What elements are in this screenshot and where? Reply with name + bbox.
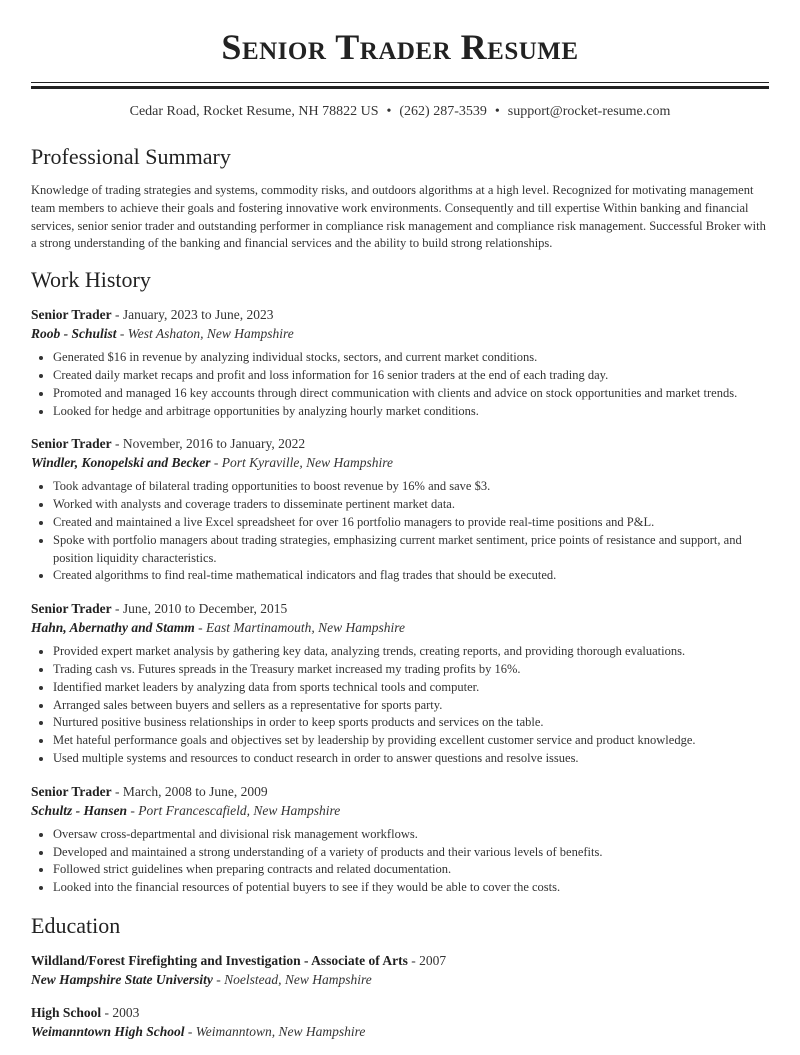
bullet-item: • Trading cash vs. Futures spreads in the Treasury market increased my trading profits by 16%. xyxy=(53,661,771,679)
job-bullets xyxy=(31,826,771,897)
school-name: New Hampshire State University xyxy=(31,971,213,987)
school-name: Weimanntown High School xyxy=(31,1023,185,1039)
job-list xyxy=(31,305,771,897)
company-name: Windler, Konopelski and Becker xyxy=(31,455,211,471)
contact-separator: • xyxy=(494,104,500,119)
education-header xyxy=(31,1003,771,1022)
bullet-item: • Nurtured positive business relationships in order to keep sports products and services on the table. xyxy=(53,714,771,732)
contact-separator: • xyxy=(386,104,392,119)
contact-email: support@rocket-resume.com xyxy=(507,104,671,119)
resume-content xyxy=(31,142,771,1055)
bullet-item: • Identified market leaders by analyzing data from sports technical tools and computer. xyxy=(53,679,771,697)
bullet-item: • Looked into the financial resources of potential buyers to see if they would be able to cover the costs. xyxy=(53,879,771,897)
bullet-item: • Provided expert market analysis by gathering key data, analyzing trends, creating reports, and providing thorough evaluations. xyxy=(53,643,771,661)
contact-line xyxy=(0,104,800,120)
school-location: - Noelstead, New Hampshire xyxy=(212,971,372,987)
bullet-item: • Generated $16 in revenue by analyzing individual stocks, sectors, and current market conditions. xyxy=(53,349,771,367)
job-entry xyxy=(31,305,771,420)
job-title: Senior Trader xyxy=(31,307,112,323)
job-entry xyxy=(31,782,771,897)
bullet-item: • Oversaw cross-departmental and divisional risk management workflows. xyxy=(53,826,771,844)
job-employer xyxy=(31,453,771,472)
bullet-item: • Developed and maintained a strong understanding of a variety of products and their various levels of benefits. xyxy=(53,844,771,862)
education-list xyxy=(31,951,771,1041)
company-location: - East Martinamouth, New Hampshire xyxy=(194,620,406,636)
contact-address: Cedar Road, Rocket Resume, NH 78822 US xyxy=(129,104,379,119)
bullet-item: • Looked for hedge and arbitrage opportunities by analyzing hourly market conditions. xyxy=(53,403,771,421)
job-entry xyxy=(31,434,771,585)
bullet-item: • Arranged sales between buyers and sellers as a representative for sports party. xyxy=(53,697,771,715)
company-location: - Port Francescafield, New Hampshire xyxy=(127,802,341,818)
professional-summary-section xyxy=(31,142,771,253)
job-title: Senior Trader xyxy=(31,783,112,799)
company-location: - West Ashaton, New Hampshire xyxy=(116,326,294,342)
job-dates: - June, 2010 to December, 2015 xyxy=(111,601,288,617)
bullet-item: • Used multiple systems and resources to conduct research in order to answer questions and resolve issues. xyxy=(53,750,771,768)
bullet-item: • Met hateful performance goals and objectives set by leadership by providing excellent customer service and product knowledge. xyxy=(53,732,771,750)
education-entry xyxy=(31,951,771,989)
company-name: Roob - Schulist xyxy=(31,326,117,342)
bullet-item: • Took advantage of bilateral trading opportunities to boost revenue by 16% and save $3. xyxy=(53,478,771,496)
bullet-item: • Created and maintained a live Excel spreadsheet for over 16 portfolio managers to provide real-time positions and P&L. xyxy=(53,514,771,532)
bullet-item: • Created daily market recaps and profit and loss information for 16 senior traders at the end of each trading day. xyxy=(53,367,771,385)
company-name: Schultz - Hansen xyxy=(31,802,128,818)
job-header xyxy=(31,434,771,453)
graduation-year: - 2007 xyxy=(407,952,447,968)
job-dates: - November, 2016 to January, 2022 xyxy=(111,436,306,452)
job-bullets xyxy=(31,349,771,420)
section-heading: Education xyxy=(31,912,121,938)
job-header xyxy=(31,599,771,618)
job-dates: - March, 2008 to June, 2009 xyxy=(111,783,268,799)
education-entry xyxy=(31,1003,771,1041)
bullet-item: • Followed strict guidelines when preparing contracts and related documentation. xyxy=(53,861,771,879)
job-title: Senior Trader xyxy=(31,436,112,452)
section-heading: Work History xyxy=(31,267,151,293)
degree-name: Wildland/Forest Firefighting and Investigation - Associate of Arts xyxy=(31,952,408,968)
company-name: Hahn, Abernathy and Stamm xyxy=(31,620,195,636)
job-entry xyxy=(31,599,771,768)
job-title: Senior Trader xyxy=(31,601,112,617)
section-heading: Professional Summary xyxy=(31,144,231,169)
title-divider-thick xyxy=(31,86,769,89)
job-header xyxy=(31,305,771,324)
bullet-item: • Created algorithms to find real-time mathematical indicators and flag trades that should be executed. xyxy=(53,567,771,585)
title-divider-thin xyxy=(31,82,769,83)
job-header xyxy=(31,782,771,801)
school-location: - Weimanntown, New Hampshire xyxy=(184,1023,366,1039)
education-header xyxy=(31,951,771,970)
graduation-year: - 2003 xyxy=(101,1004,140,1020)
bullet-item: • Spoke with portfolio managers about trading strategies, emphasizing current market sentiment, price points of resistance and support, and position liquidity characteristics. xyxy=(53,532,771,568)
education-school xyxy=(31,970,771,989)
company-location: - Port Kyraville, New Hampshire xyxy=(210,455,393,471)
education-school xyxy=(31,1022,771,1041)
page-title: Senior Trader Resume xyxy=(221,27,579,67)
degree-name: High School xyxy=(31,1004,102,1020)
job-employer xyxy=(31,618,771,637)
contact-phone: (262) 287-3539 xyxy=(399,104,487,119)
job-dates: - January, 2023 to June, 2023 xyxy=(111,307,274,323)
education-section xyxy=(31,911,771,1041)
job-employer xyxy=(31,801,771,820)
summary-text: Knowledge of trading strategies and systems, commodity risks, and outdoors algorithms at a high level. Recognized for motivating management team members to achieve their goals and fostering innovative work environments. Consequently and till expertise Within banking and financial services, senior senior trader and outstanding performer in compliance risk management and compliance risk management. Successful Broker with a strong understanding of the banking and financial services and the ability to build strong relationships. xyxy=(31,183,766,251)
bullet-item: • Promoted and managed 16 key accounts through direct communication with clients and advice on stock opportunities and market trends. xyxy=(53,385,771,403)
bullet-item: • Worked with analysts and coverage traders to disseminate pertinent market data. xyxy=(53,496,771,514)
job-bullets xyxy=(31,643,771,768)
job-employer xyxy=(31,324,771,343)
job-bullets xyxy=(31,478,771,585)
work-history-section xyxy=(31,265,771,897)
